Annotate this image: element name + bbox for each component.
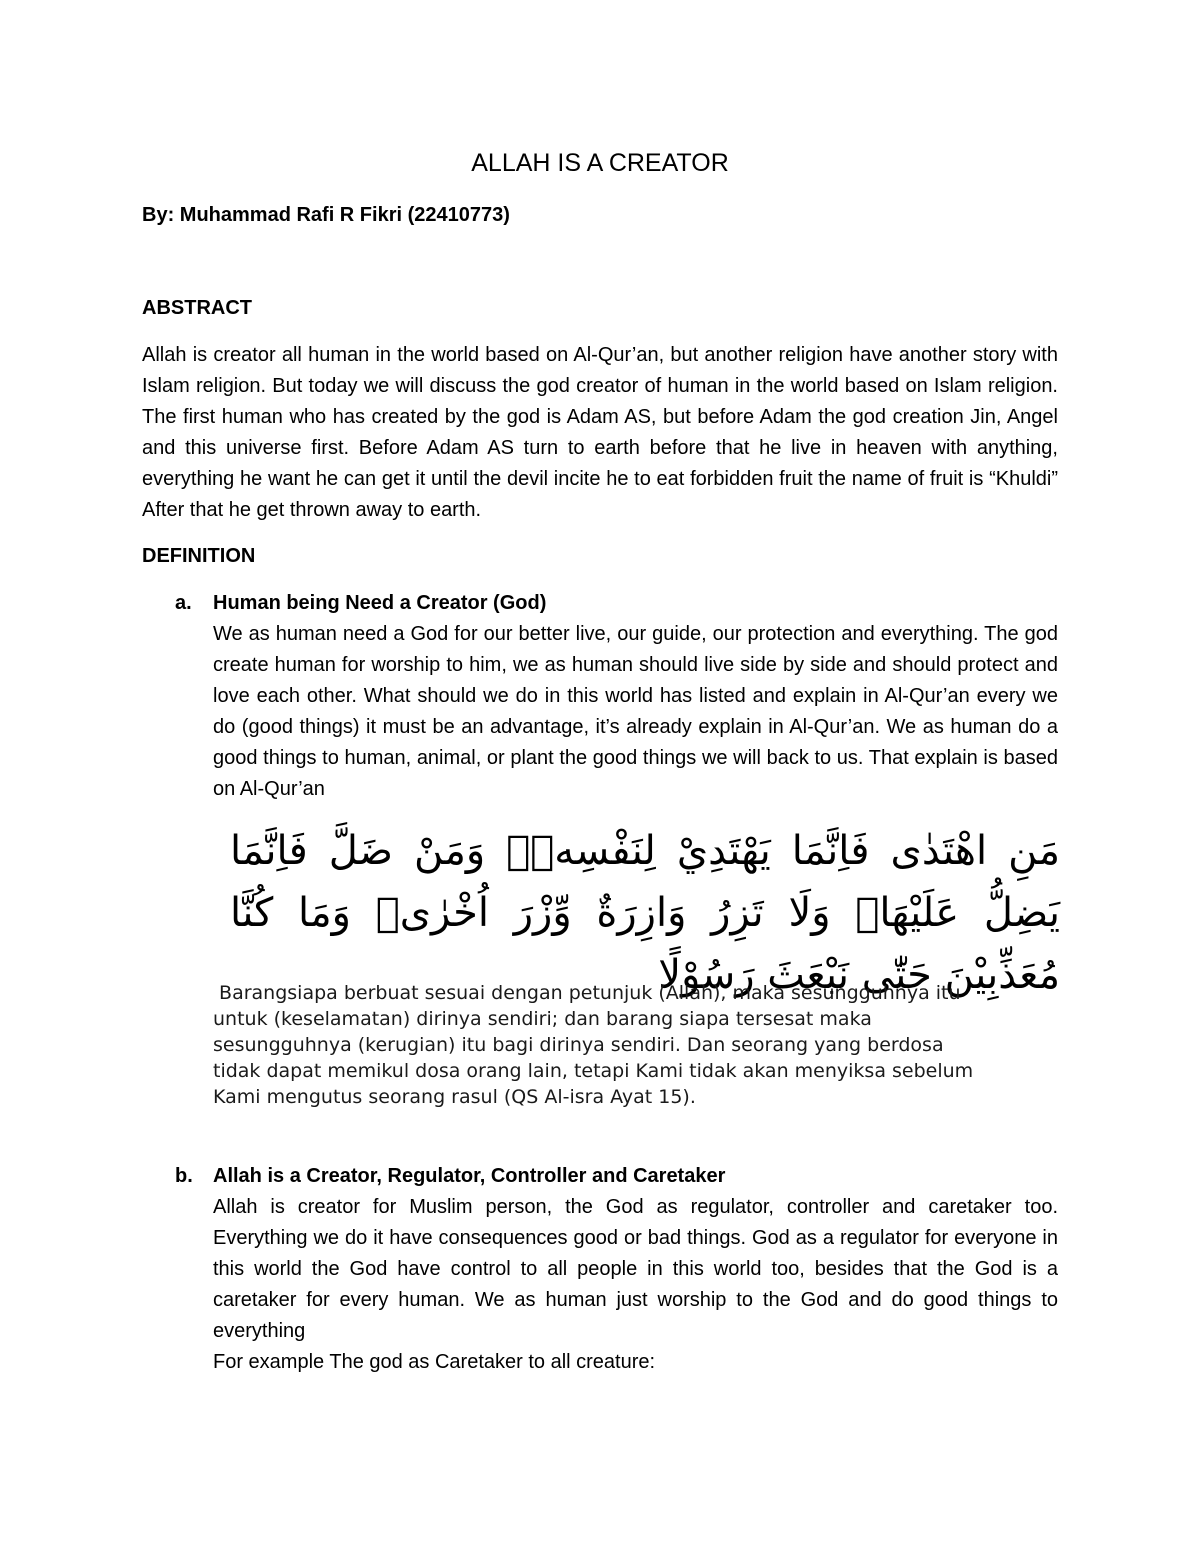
list-marker-a: a. [175, 592, 192, 614]
definition-item-b-title: Allah is a Creator, Regulator, Controller and Caretaker [213, 1165, 726, 1187]
definition-item-a [213, 588, 1058, 805]
list-marker-b: b. [175, 1165, 193, 1187]
definition-heading: DEFINITION [142, 545, 256, 567]
definition-item-b-text: Allah is creator for Muslim person, the God as regulator, controller and caretaker too. Everything we do it have consequences good or bad things. God as a regulator for everyone in this world the God have control to all people in this world too, besides that the God is a caretaker for every human. We as human just worship to the God and do good things to everything [213, 1196, 1058, 1342]
definition-item-a-text: We as human need a God for our better live, our guide, our protection and everything. The god create human for worship to him, we as human should live side by side and should protect and love each other. What should we do in this world has listed and explain in Al-Qur’an every we do (good things) it must be an advantage, it’s already explain in Al-Qur’an. We as human do a good things to human, animal, or plant the good things we will back to us. That explain is based on Al-Qur’an [213, 623, 1058, 800]
quran-verse-arabic: مَنِ اهْتَدٰى فَاِنَّمَا يَهْتَدِيْ لِنَفْسِهٖۚ وَمَنْ ضَلَّ فَاِنَّمَا يَضِلُّ عَلَيْهَاۗ وَلَا تَزِرُ وَازِرَةٌ وِّزْرَ اُخْرٰىۗ وَمَا كُنَّا مُعَذِّبِيْنَ حَتّٰى نَبْعَثَ رَسُوْلًا [230, 828, 1060, 998]
author-line: By: Muhammad Rafi R Fikri (22410773) [142, 204, 510, 226]
definition-item-b-example: For example The god as Caretaker to all creature: [213, 1351, 656, 1373]
document-title: ALLAH IS A CREATOR [471, 149, 729, 177]
abstract-heading: ABSTRACT [142, 297, 252, 319]
definition-item-b [213, 1161, 1058, 1378]
abstract-text: Allah is creator all human in the world based on Al-Qur’an, but another religion have another story with Islam religion. But today we will discuss the god creator of human in the world based on Islam religion. The first human who has created by the god is Adam AS, but before Adam the god creation Jin, Angel and this universe first. Before Adam AS turn to earth before that he live in heaven with anything, everything he want he can get it until the devil incite he to eat forbidden fruit the name of fruit is “Khuldi” After that he get thrown away to earth. [142, 344, 1058, 521]
quran-verse-translation: Barangsiapa berbuat sesuai dengan petunjuk (Allah), maka sesungguhnya itu untuk (keselamatan) dirinya sendiri; dan barang siapa tersesat maka sesungguhnya (kerugian) itu bagi dirinya sendiri. Dan seorang yang berdosa tidak dapat memikul dosa orang lain, tetapi Kami tidak akan menyiksa sebelum Kami mengutus seorang rasul (QS Al-isra Ayat 15). [213, 982, 974, 1108]
definition-item-a-title: Human being Need a Creator (God) [213, 592, 547, 614]
